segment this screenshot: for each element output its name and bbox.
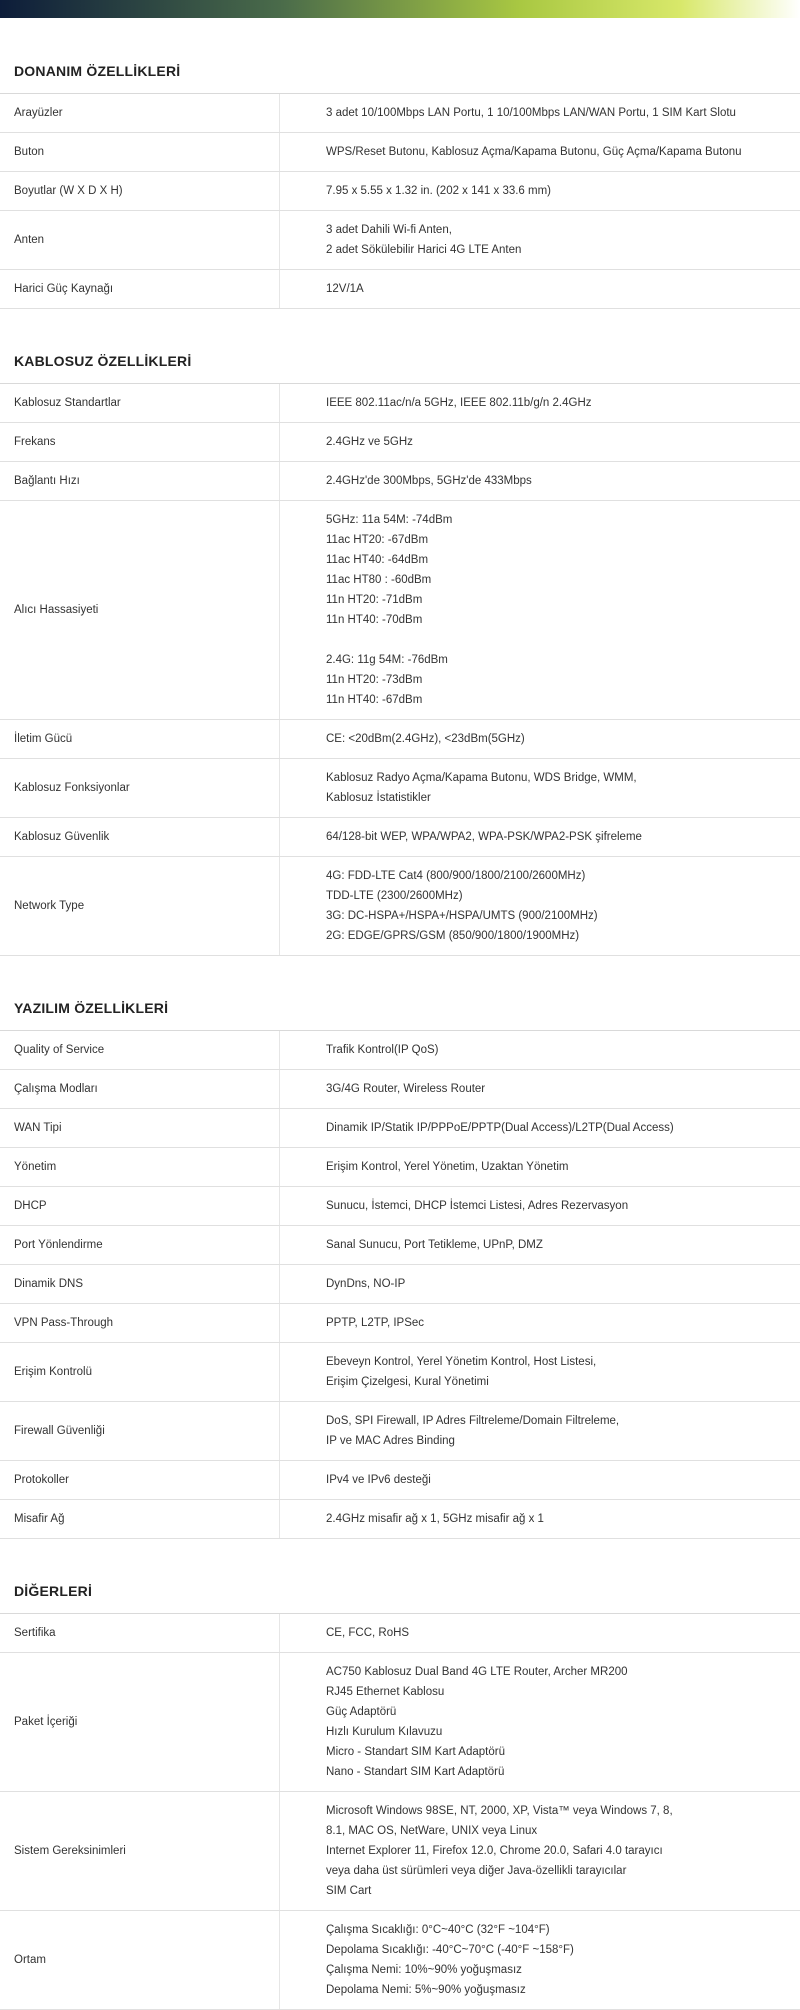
spec-value <box>280 1402 800 1461</box>
spec-table <box>0 1614 800 2010</box>
spec-value-line: DynDns, NO-IP <box>326 1274 800 1294</box>
spec-value-line: 11ac HT80 : -60dBm <box>326 570 800 590</box>
spec-label: Sistem Gereksinimleri <box>0 1792 280 1911</box>
spec-value-line: IEEE 802.11ac/n/a 5GHz, IEEE 802.11b/g/n 2.4GHz <box>326 393 800 413</box>
spec-value <box>280 1461 800 1500</box>
spec-label: Misafir Ağ <box>0 1500 280 1539</box>
spec-row <box>0 1461 800 1500</box>
spec-row <box>0 1109 800 1148</box>
spec-row <box>0 1226 800 1265</box>
spec-value-line <box>326 630 800 650</box>
spec-label: Kablosuz Fonksiyonlar <box>0 759 280 818</box>
spec-value <box>280 501 800 720</box>
spec-table <box>0 94 800 309</box>
spec-value <box>280 423 800 462</box>
spec-row <box>0 423 800 462</box>
spec-value-line: Sanal Sunucu, Port Tetikleme, UPnP, DMZ <box>326 1235 800 1255</box>
spec-label: Kablosuz Güvenlik <box>0 818 280 857</box>
spec-value-line: veya daha üst sürümleri veya diğer Java-özellikli tarayıcılar <box>326 1861 800 1881</box>
spec-row <box>0 1792 800 1911</box>
spec-label: Bağlantı Hızı <box>0 462 280 501</box>
spec-value-line: Sunucu, İstemci, DHCP İstemci Listesi, Adres Rezervasyon <box>326 1196 800 1216</box>
spec-label: Protokoller <box>0 1461 280 1500</box>
spec-row <box>0 172 800 211</box>
spec-value <box>280 270 800 309</box>
spec-value-line: 2.4G: 11g 54M: -76dBm <box>326 650 800 670</box>
spec-row <box>0 1653 800 1792</box>
spec-value-line: 3G/4G Router, Wireless Router <box>326 1079 800 1099</box>
spec-row <box>0 1500 800 1539</box>
spec-row <box>0 1614 800 1653</box>
spec-label: Yönetim <box>0 1148 280 1187</box>
spec-row <box>0 1343 800 1402</box>
spec-row <box>0 759 800 818</box>
spec-value-line: Güç Adaptörü <box>326 1702 800 1722</box>
spec-label: Port Yönlendirme <box>0 1226 280 1265</box>
spec-value-line: Kablosuz Radyo Açma/Kapama Butonu, WDS Bridge, WMM, <box>326 768 800 788</box>
spec-value <box>280 1343 800 1402</box>
spec-value-line: Micro - Standart SIM Kart Adaptörü <box>326 1742 800 1762</box>
spec-value-line: Kablosuz İstatistikler <box>326 788 800 808</box>
spec-value <box>280 1792 800 1911</box>
spec-row <box>0 270 800 309</box>
spec-value-line: Çalışma Nemi: 10%~90% yoğuşmasız <box>326 1960 800 1980</box>
spec-value-line: Erişim Çizelgesi, Kural Yönetimi <box>326 1372 800 1392</box>
spec-value-line: 11n HT20: -71dBm <box>326 590 800 610</box>
spec-value-line: Nano - Standart SIM Kart Adaptörü <box>326 1762 800 1782</box>
spec-value <box>280 1304 800 1343</box>
section-title: DONANIM ÖZELLİKLERİ <box>0 18 800 94</box>
spec-value-line: 2.4GHz ve 5GHz <box>326 432 800 452</box>
spec-value <box>280 94 800 133</box>
spec-label: VPN Pass-Through <box>0 1304 280 1343</box>
spec-label: Anten <box>0 211 280 270</box>
spec-value-line: RJ45 Ethernet Kablosu <box>326 1682 800 1702</box>
spec-row <box>0 1265 800 1304</box>
spec-row <box>0 1187 800 1226</box>
spec-label: Dinamik DNS <box>0 1265 280 1304</box>
spec-value-line: 3 adet 10/100Mbps LAN Portu, 1 10/100Mbps LAN/WAN Portu, 1 SIM Kart Slotu <box>326 103 800 123</box>
spec-value <box>280 1653 800 1792</box>
spec-value-line: 11ac HT20: -67dBm <box>326 530 800 550</box>
spec-value-line: 11n HT20: -73dBm <box>326 670 800 690</box>
spec-value <box>280 462 800 501</box>
section-title: YAZILIM ÖZELLİKLERİ <box>0 956 800 1031</box>
spec-row <box>0 211 800 270</box>
spec-label: Firewall Güvenliği <box>0 1402 280 1461</box>
spec-label: Ortam <box>0 1911 280 2010</box>
spec-value-line: 12V/1A <box>326 279 800 299</box>
spec-row <box>0 1070 800 1109</box>
spec-value-line: Trafik Kontrol(IP QoS) <box>326 1040 800 1060</box>
spec-label: Harici Güç Kaynağı <box>0 270 280 309</box>
spec-value <box>280 1031 800 1070</box>
spec-row <box>0 462 800 501</box>
spec-value-line: PPTP, L2TP, IPSec <box>326 1313 800 1333</box>
spec-label: Alıcı Hassasiyeti <box>0 501 280 720</box>
spec-label: Sertifika <box>0 1614 280 1653</box>
spec-label: Kablosuz Standartlar <box>0 384 280 423</box>
spec-label: Çalışma Modları <box>0 1070 280 1109</box>
spec-value-line: 4G: FDD-LTE Cat4 (800/900/1800/2100/2600MHz) <box>326 866 800 886</box>
spec-value-line: 64/128-bit WEP, WPA/WPA2, WPA-PSK/WPA2-PSK şifreleme <box>326 827 800 847</box>
spec-value-line: Depolama Nemi: 5%~90% yoğuşmasız <box>326 1980 800 2000</box>
spec-value-line: Çalışma Sıcaklığı: 0°C~40°C (32°F ~104°F) <box>326 1920 800 1940</box>
spec-value-line: Microsoft Windows 98SE, NT, 2000, XP, Vista™ veya Windows 7, 8, <box>326 1801 800 1821</box>
section-title: DİĞERLERİ <box>0 1539 800 1614</box>
spec-label: Erişim Kontrolü <box>0 1343 280 1402</box>
spec-label: DHCP <box>0 1187 280 1226</box>
spec-value-line: TDD-LTE (2300/2600MHz) <box>326 886 800 906</box>
spec-value <box>280 1614 800 1653</box>
spec-value-line: AC750 Kablosuz Dual Band 4G LTE Router, Archer MR200 <box>326 1662 800 1682</box>
spec-value-line: CE, FCC, RoHS <box>326 1623 800 1643</box>
spec-value <box>280 1500 800 1539</box>
spec-value-line: Hızlı Kurulum Kılavuzu <box>326 1722 800 1742</box>
spec-value <box>280 211 800 270</box>
spec-value <box>280 1070 800 1109</box>
top-gradient-bar <box>0 0 800 18</box>
spec-value <box>280 759 800 818</box>
spec-label: Network Type <box>0 857 280 956</box>
spec-value-line: 11ac HT40: -64dBm <box>326 550 800 570</box>
spec-value <box>280 1265 800 1304</box>
spec-value-line: DoS, SPI Firewall, IP Adres Filtreleme/Domain Filtreleme, <box>326 1411 800 1431</box>
spec-table <box>0 1031 800 1539</box>
spec-value <box>280 720 800 759</box>
spec-value <box>280 172 800 211</box>
section-title: KABLOSUZ ÖZELLİKLERİ <box>0 309 800 384</box>
spec-page <box>0 18 800 2010</box>
spec-value <box>280 857 800 956</box>
spec-row <box>0 94 800 133</box>
spec-label: İletim Gücü <box>0 720 280 759</box>
spec-label: Arayüzler <box>0 94 280 133</box>
spec-value-line: 5GHz: 11a 54M: -74dBm <box>326 510 800 530</box>
spec-row <box>0 1148 800 1187</box>
spec-row <box>0 133 800 172</box>
spec-label: Paket İçeriği <box>0 1653 280 1792</box>
spec-value-line: Dinamik IP/Statik IP/PPPoE/PPTP(Dual Access)/L2TP(Dual Access) <box>326 1118 800 1138</box>
spec-value-line: 3 adet Dahili Wi-fi Anten, <box>326 220 800 240</box>
spec-row <box>0 720 800 759</box>
spec-value-line: CE: <20dBm(2.4GHz), <23dBm(5GHz) <box>326 729 800 749</box>
spec-label: Boyutlar (W X D X H) <box>0 172 280 211</box>
spec-value <box>280 1148 800 1187</box>
spec-value-line: Erişim Kontrol, Yerel Yönetim, Uzaktan Yönetim <box>326 1157 800 1177</box>
spec-row <box>0 1304 800 1343</box>
spec-value <box>280 1109 800 1148</box>
spec-value <box>280 133 800 172</box>
spec-row <box>0 501 800 720</box>
spec-label: Buton <box>0 133 280 172</box>
spec-value-line: 3G: DC-HSPA+/HSPA+/HSPA/UMTS (900/2100MHz) <box>326 906 800 926</box>
spec-value-line: Internet Explorer 11, Firefox 12.0, Chrome 20.0, Safari 4.0 tarayıcı <box>326 1841 800 1861</box>
spec-value-line: 2 adet Sökülebilir Harici 4G LTE Anten <box>326 240 800 260</box>
spec-value-line: 11n HT40: -67dBm <box>326 690 800 710</box>
spec-row <box>0 818 800 857</box>
spec-value <box>280 1187 800 1226</box>
spec-value-line: 7.95 x 5.55 x 1.32 in. (202 x 141 x 33.6 mm) <box>326 181 800 201</box>
spec-value-line: 2.4GHz'de 300Mbps, 5GHz'de 433Mbps <box>326 471 800 491</box>
spec-value <box>280 384 800 423</box>
spec-value-line: Ebeveyn Kontrol, Yerel Yönetim Kontrol, Host Listesi, <box>326 1352 800 1372</box>
spec-table <box>0 384 800 956</box>
spec-row <box>0 384 800 423</box>
spec-value-line: IP ve MAC Adres Binding <box>326 1431 800 1451</box>
spec-value <box>280 818 800 857</box>
spec-value-line: WPS/Reset Butonu, Kablosuz Açma/Kapama Butonu, Güç Açma/Kapama Butonu <box>326 142 800 162</box>
spec-row <box>0 1402 800 1461</box>
spec-value-line: 2G: EDGE/GPRS/GSM (850/900/1800/1900MHz) <box>326 926 800 946</box>
spec-value-line: 11n HT40: -70dBm <box>326 610 800 630</box>
spec-value-line: SIM Cart <box>326 1881 800 1901</box>
spec-row <box>0 1031 800 1070</box>
spec-row <box>0 857 800 956</box>
spec-value-line: 8.1, MAC OS, NetWare, UNIX veya Linux <box>326 1821 800 1841</box>
spec-label: Frekans <box>0 423 280 462</box>
spec-value-line: IPv4 ve IPv6 desteği <box>326 1470 800 1490</box>
spec-value <box>280 1226 800 1265</box>
spec-label: WAN Tipi <box>0 1109 280 1148</box>
spec-label: Quality of Service <box>0 1031 280 1070</box>
spec-value-line: Depolama Sıcaklığı: -40°C~70°C (-40°F ~158°F) <box>326 1940 800 1960</box>
spec-value-line: 2.4GHz misafir ağ x 1, 5GHz misafir ağ x 1 <box>326 1509 800 1529</box>
